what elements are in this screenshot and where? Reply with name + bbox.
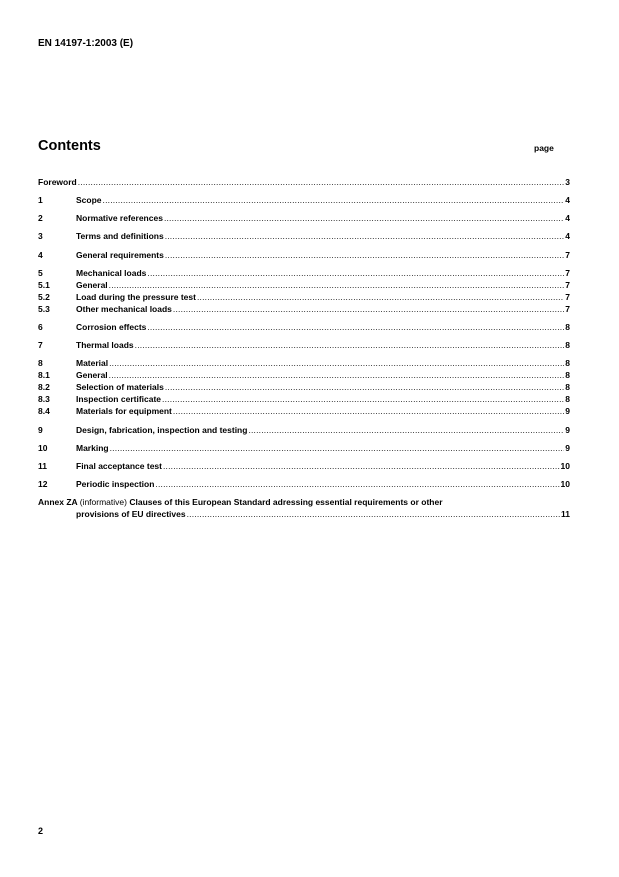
toc-entry-number: 5 [38, 268, 43, 278]
annex-title-line2: provisions of EU directives [76, 509, 186, 519]
toc-entry[interactable] [38, 382, 570, 393]
toc-entry-annex[interactable] [38, 497, 570, 508]
toc-entry-number: 6 [38, 322, 43, 332]
dot-leader [173, 304, 564, 315]
toc-entry[interactable] [38, 406, 570, 417]
toc-entry-title: Periodic inspection [76, 479, 155, 489]
dot-leader [109, 280, 565, 291]
toc-entry-title: Other mechanical loads [76, 304, 172, 314]
toc-entry-page: 10 [560, 461, 570, 471]
dot-leader [147, 322, 564, 333]
dot-leader [135, 340, 565, 351]
toc-entry-number: 5.3 [38, 304, 50, 314]
dot-leader [109, 358, 564, 369]
toc-entry[interactable] [38, 213, 570, 224]
toc-entry-number: 11 [38, 461, 47, 471]
toc-entry[interactable] [38, 268, 570, 279]
toc-entry[interactable] [38, 370, 570, 381]
toc-entry-number: 7 [38, 340, 43, 350]
toc-entry-number: 8.1 [38, 370, 50, 380]
toc-entry-number: 8.3 [38, 394, 50, 404]
toc-entry-page: 7 [565, 250, 570, 260]
toc-entry-title: Normative references [76, 213, 163, 223]
dot-leader [173, 406, 564, 417]
toc-entry-title: Foreword [38, 177, 77, 187]
toc-entry-page: 11 [561, 509, 570, 519]
dot-leader [103, 195, 565, 206]
page-number: 2 [38, 826, 44, 836]
toc-entry[interactable] [38, 304, 570, 315]
toc-entry[interactable] [38, 280, 570, 291]
toc-entry-page: 8 [565, 370, 570, 380]
toc-entry-title: Final acceptance test [76, 461, 162, 471]
toc-entry-number: 1 [38, 195, 43, 205]
toc-entry-page: 8 [565, 358, 570, 368]
dot-leader [147, 268, 564, 279]
toc-entry[interactable] [38, 322, 570, 333]
toc-entry-page: 9 [565, 406, 570, 416]
toc-entry[interactable] [38, 461, 570, 472]
toc-entry-title: Marking [76, 443, 109, 453]
annex-title-line1: Clauses of this European Standard adressing essential requirements or other [129, 497, 443, 507]
toc-entry-number: 5.2 [38, 292, 50, 302]
dot-leader [248, 425, 564, 436]
toc-entry-page: 7 [565, 280, 570, 290]
toc-entry-title: Inspection certificate [76, 394, 162, 404]
toc-entry-title: Selection of materials [76, 382, 164, 392]
annex-qualifier: (informative) [79, 497, 127, 507]
toc-entry[interactable] [38, 479, 570, 490]
page-column-label: page [534, 143, 554, 153]
toc-entry-title: Corrosion effects [76, 322, 147, 332]
contents-heading: Contents [38, 138, 101, 154]
toc-entry[interactable] [38, 292, 570, 303]
dot-leader [187, 509, 560, 520]
toc-entry-page: 8 [565, 340, 570, 350]
toc-entry[interactable] [38, 250, 570, 261]
toc-entry-number: 12 [38, 479, 48, 489]
toc-entry-page: 8 [565, 382, 570, 392]
annex-prefix [38, 497, 129, 508]
toc-entry-title: General requirements [76, 250, 164, 260]
toc-entry-number: 4 [38, 250, 43, 260]
toc-entry-page: 4 [565, 213, 570, 223]
toc-entry-number: 9 [38, 425, 43, 435]
dot-leader [163, 461, 560, 472]
toc-entry-page: 4 [565, 231, 570, 241]
toc-entry-page: 7 [565, 304, 570, 314]
annex-label: Annex ZA [38, 497, 78, 507]
toc-entry-annex-continued[interactable] [38, 509, 570, 520]
toc-entry-title: Design, fabrication, inspection and testing [76, 425, 248, 435]
toc-entry-title: General [76, 280, 108, 290]
toc-entry[interactable] [38, 443, 570, 454]
dot-leader [109, 370, 565, 381]
dot-leader [162, 394, 564, 405]
toc-entry-number: 8 [38, 358, 43, 368]
toc-entry-page: 10 [560, 479, 570, 489]
dot-leader [78, 177, 565, 188]
toc-entry[interactable] [38, 195, 570, 206]
toc-entry-page: 8 [565, 394, 570, 404]
dot-leader [155, 479, 559, 490]
toc-entry[interactable] [38, 340, 570, 351]
toc-entry-title: General [76, 370, 108, 380]
toc-entry-foreword[interactable] [38, 177, 570, 188]
dot-leader [197, 292, 564, 303]
dot-leader [165, 382, 564, 393]
toc-entry-page: 9 [565, 443, 570, 453]
toc-entry-title: Terms and definitions [76, 231, 164, 241]
toc-entry-title: Thermal loads [76, 340, 134, 350]
toc-entry-page: 4 [565, 195, 570, 205]
dot-leader [110, 443, 565, 454]
toc-entry-page: 9 [565, 425, 570, 435]
toc-entry-title: Mechanical loads [76, 268, 147, 278]
dot-leader [165, 231, 565, 242]
toc-entry[interactable] [38, 394, 570, 405]
toc-entry-number: 3 [38, 231, 43, 241]
toc-entry-number: 8.4 [38, 406, 50, 416]
toc-entry-page: 3 [565, 177, 570, 187]
toc-entry-page: 7 [565, 292, 570, 302]
toc-entry-page: 7 [565, 268, 570, 278]
toc-entry-title: Materials for equipment [76, 406, 172, 416]
toc-entry-page: 8 [565, 322, 570, 332]
dot-leader [164, 213, 564, 224]
toc-entry[interactable] [38, 425, 570, 436]
toc-entry[interactable] [38, 358, 570, 369]
toc-entry-number: 5.1 [38, 280, 50, 290]
toc-entry-title: Material [76, 358, 109, 368]
toc-entry[interactable] [38, 231, 570, 242]
toc-entry-title: Load during the pressure test [76, 292, 196, 302]
dot-leader [165, 250, 564, 261]
toc-entry-number: 2 [38, 213, 43, 223]
toc-entry-number: 8.2 [38, 382, 50, 392]
toc-entry-number: 10 [38, 443, 48, 453]
document-id: EN 14197-1:2003 (E) [38, 38, 134, 49]
toc-entry-title: Scope [76, 195, 102, 205]
